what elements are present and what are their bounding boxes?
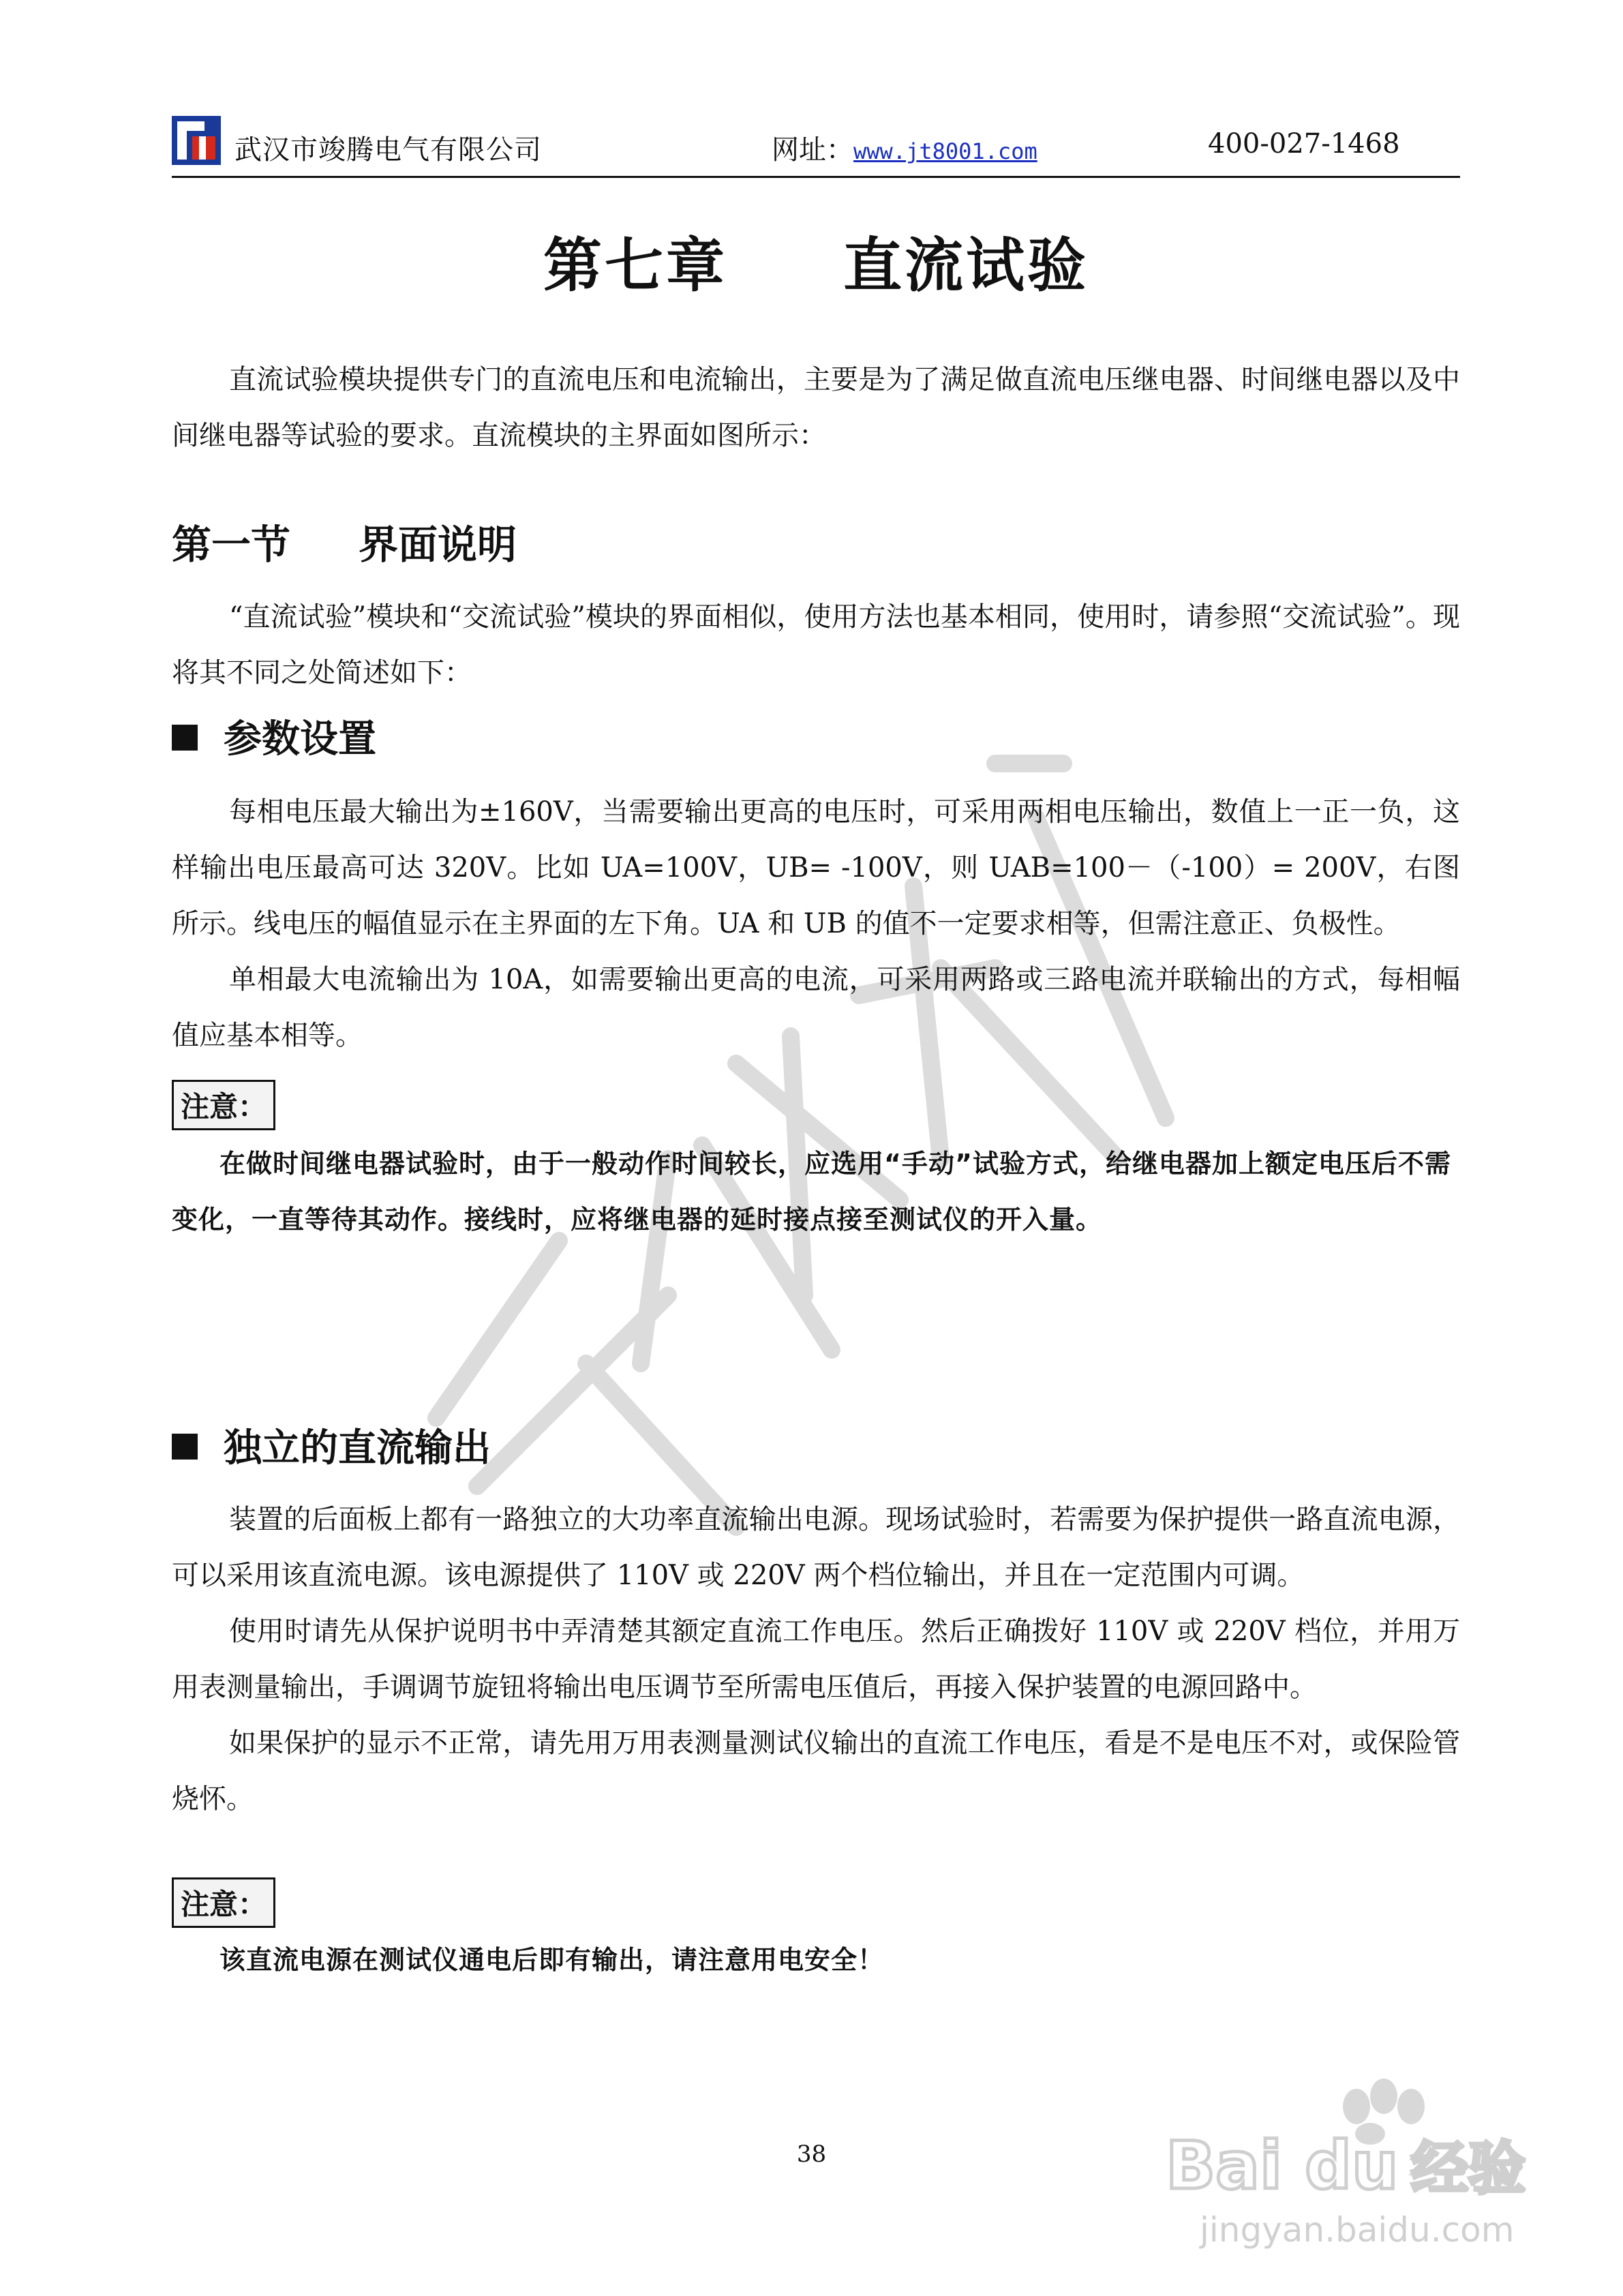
note-label: 注意： bbox=[172, 1877, 275, 1928]
svg-text:经验: 经验 bbox=[1411, 2135, 1526, 2202]
phone-number: 400-027-1468 bbox=[1208, 128, 1400, 160]
section-intro-paragraph: “直流试验”模块和“交流试验”模块的界面相似，使用方法也基本相同，使用时，请参照“交流试验”。现将其不同之处简述如下： bbox=[172, 601, 1460, 689]
website-label: 网址： bbox=[772, 134, 853, 166]
header-divider bbox=[172, 176, 1460, 178]
dc-output-heading: 独立的直流输出 bbox=[172, 1418, 491, 1472]
website-link[interactable]: www.jt8001.com bbox=[853, 138, 1037, 164]
section-title bbox=[172, 513, 517, 570]
company-name: 武汉市竣腾电气有限公司 bbox=[234, 134, 542, 166]
svg-text:jingyan.baidu.com: jingyan.baidu.com bbox=[1200, 2210, 1515, 2250]
section-name: 界面说明 bbox=[359, 522, 517, 568]
company-logo-icon bbox=[172, 116, 221, 165]
note-text: 在做时间继电器试验时，由于一般动作时间较长，应选用“手动”试验方式，给继电器加上额定电压后不需变化，一直等待其动作。接线时，应将继电器的延时接点接至测试仪的开入量。 bbox=[172, 1149, 1451, 1235]
chapter-number: 第七章 bbox=[543, 232, 727, 300]
website bbox=[772, 128, 1037, 167]
page-number: 38 bbox=[796, 2141, 827, 2168]
dc-output-paragraph-1: 装置的后面板上都有一路独立的大功率直流输出电源。现场试验时，若需要为保护提供一路直流电源，可以采用该直流电源。该电源提供了 110V 或 220V 两个档位输出，并且在一定范围内可调。 bbox=[172, 1504, 1460, 1591]
svg-text:Bai du: Bai du bbox=[1166, 2128, 1399, 2204]
page-header bbox=[172, 109, 1460, 177]
dc-output-paragraph-2: 使用时请先从保护说明书中弄清楚其额定直流工作电压。然后正确拨好 110V 或 220V 档位，并用万用表测量输出，手调调节旋钮将输出电压调节至所需电压值后，再接入保护装置的电源回路中。 bbox=[172, 1616, 1460, 1703]
section-number: 第一节 bbox=[172, 522, 291, 568]
note-label: 注意： bbox=[172, 1080, 275, 1130]
chapter-name: 直流试验 bbox=[843, 232, 1089, 300]
bullet-square-icon bbox=[172, 1434, 198, 1460]
bullet-square-icon bbox=[172, 725, 198, 751]
params-paragraph-1: 每相电压最大输出为±160V，当需要输出更高的电压时，可采用两相电压输出，数值上一正一负，这样输出电压最高可达 320V。比如 UA=100V，UB= -100V，则 UAB=100－（-100）= 200V，右图所示。线电压的幅值显示在主界面的左下角。UA 和 UB 的值不一定要求相等，但需注意正、负极性。 bbox=[172, 796, 1460, 939]
dc-output-paragraph-3: 如果保护的显示不正常，请先用万用表测量测试仪输出的直流工作电压，看是不是电压不对，或保险管烧怀。 bbox=[172, 1727, 1460, 1815]
baidu-jingyan-logo bbox=[1159, 2066, 1541, 2256]
intro-paragraph: 直流试验模块提供专门的直流电压和电流输出，主要是为了满足做直流电压继电器、时间继电器以及中间继电器等试验的要求。直流模块的主界面如图所示： bbox=[172, 364, 1460, 451]
note-text: 该直流电源在测试仪通电后即有输出，请注意用电安全！ bbox=[219, 1945, 885, 1975]
chapter-title bbox=[172, 218, 1460, 303]
params-paragraph-2: 单相最大电流输出为 10A，如需要输出更高的电流，可采用两路或三路电流并联输出的方式，每相幅值应基本相等。 bbox=[172, 964, 1460, 1051]
params-heading: 参数设置 bbox=[172, 709, 376, 764]
